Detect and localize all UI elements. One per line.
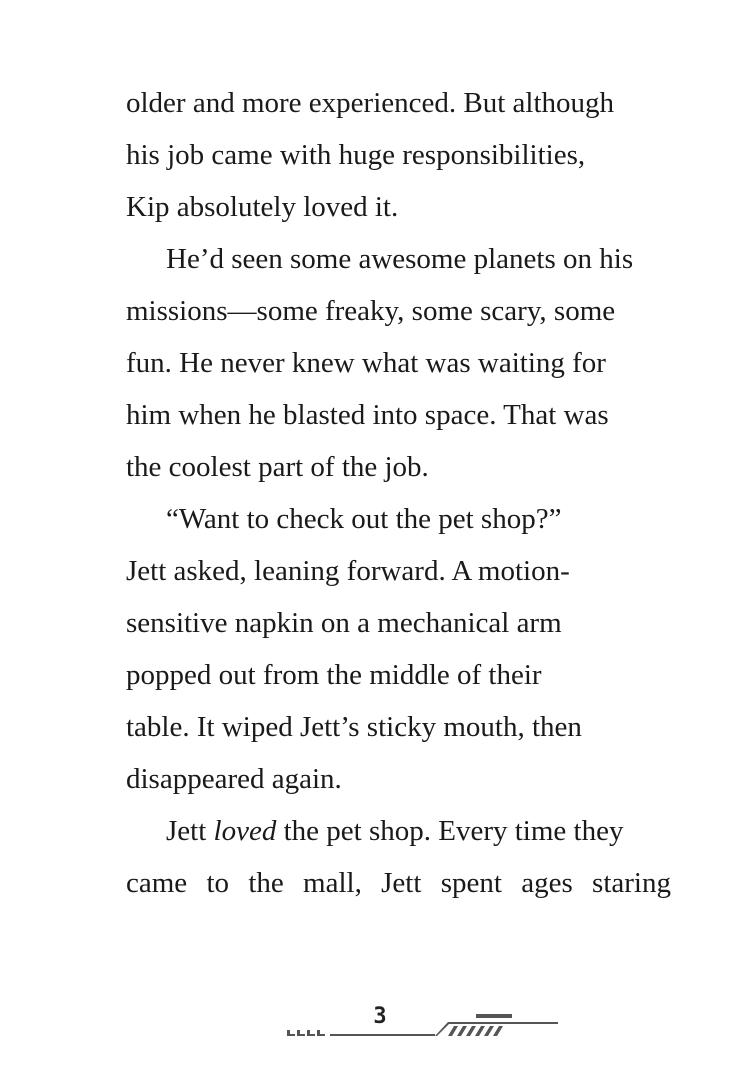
body-text bbox=[126, 77, 671, 909]
text-line: “Want to check out the pet shop?” bbox=[166, 503, 562, 535]
text-line: fun. He never knew what was waiting for bbox=[126, 347, 606, 379]
text-line: table. It wiped Jett’s sticky mouth, then bbox=[126, 711, 582, 743]
text-line: him when he blasted into space. That was bbox=[126, 399, 609, 431]
text-line: the coolest part of the job. bbox=[126, 451, 429, 483]
text-run: the pet shop. Every time they bbox=[276, 815, 624, 847]
page-number: 3 bbox=[373, 1004, 387, 1029]
left-ticks-icon bbox=[287, 1030, 325, 1036]
text-line: older and more experienced. But although bbox=[126, 87, 615, 119]
speed-stripes-icon bbox=[435, 1014, 558, 1036]
text-line: disappeared again. bbox=[126, 763, 342, 795]
text-line: missions—some freaky, some scary, some bbox=[126, 295, 616, 327]
text-line: popped out from the middle of their bbox=[126, 659, 542, 691]
italic-word: loved bbox=[213, 815, 277, 847]
text-line: sensitive napkin on a mechanical arm bbox=[126, 607, 562, 639]
text-line: Kip absolutely loved it. bbox=[126, 191, 399, 223]
footer-rule bbox=[330, 1034, 435, 1036]
text-line bbox=[126, 805, 671, 857]
text-line: came to the mall, Jett spent ages staring bbox=[126, 867, 671, 899]
text-line: Jett asked, leaning forward. A motion- bbox=[126, 555, 570, 587]
text-line: He’d seen some awesome planets on his bbox=[166, 243, 634, 275]
text-line: his job came with huge responsibilities, bbox=[126, 139, 586, 171]
text-run: Jett bbox=[166, 815, 214, 847]
